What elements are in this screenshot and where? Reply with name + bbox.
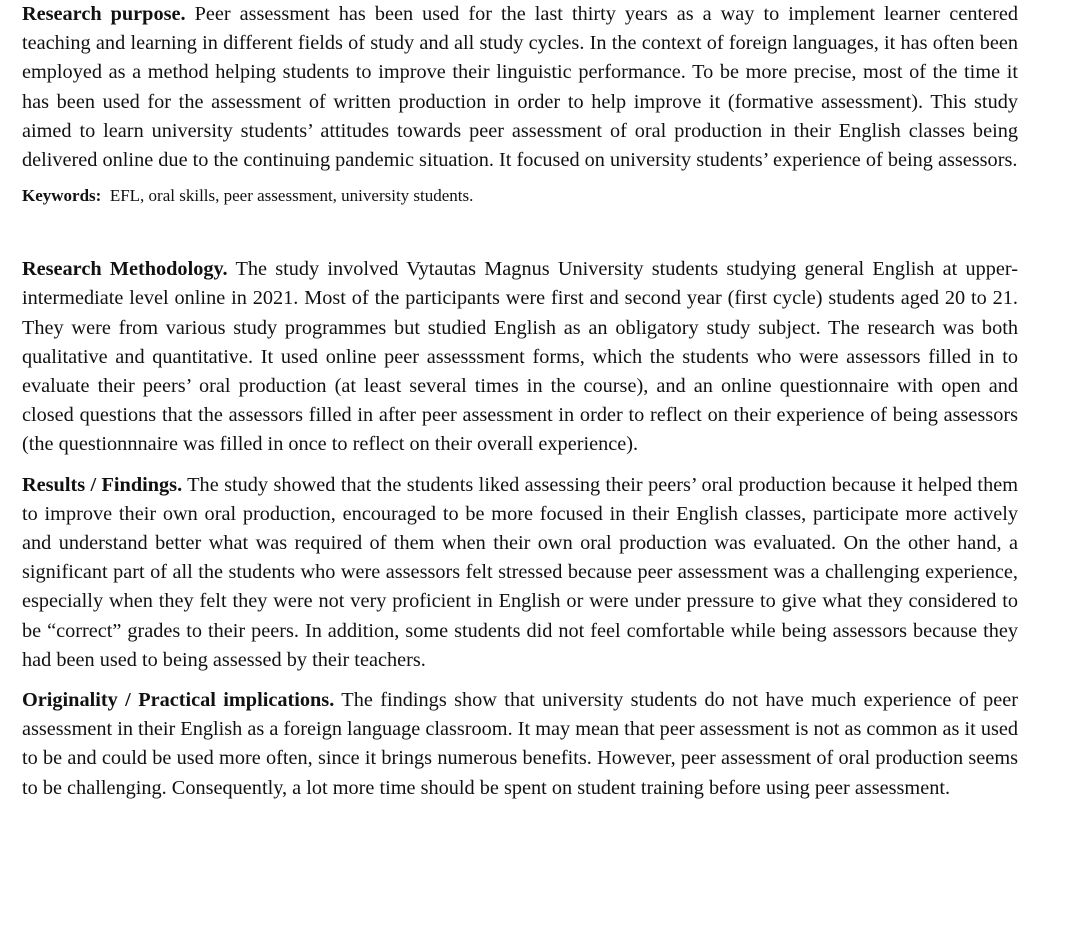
keywords-line (22, 185, 1018, 207)
keywords-text: EFL, oral skills, peer assessment, university students. (101, 186, 474, 206)
research-methodology-paragraph (22, 255, 1018, 459)
originality-paragraph (22, 686, 1018, 803)
originality-text: The findings show that university students do not have much experience of peer assessment in their English as a foreign language classroom. It may mean that peer assessment is not as common as it used to be and could be used more often, since it brings numerous benefits. However, peer assessment of oral production seems to be challenging. Consequently, a lot more time should be spent on student training before using peer assessment. (22, 689, 1018, 799)
research-purpose-heading: Research purpose. (22, 3, 186, 25)
results-findings-paragraph (22, 471, 1018, 675)
keywords-label: Keywords: (22, 186, 102, 206)
research-methodology-heading: Research Methodology. (22, 258, 228, 281)
research-purpose-paragraph (22, 0, 1018, 175)
research-methodology-text: The study involved Vytautas Magnus University students studying general English at upper-intermediate level online in 2021. Most of the participants were first and second year (first cycle) students aged 20 to 21. They were from various study programmes but studied English as an obligatory study subject. The research was both qualitative and quantitative. It used online peer assesssment forms, which the students who were assessors filled in to evaluate their peers’ oral production (at least several times in the course), and an online questionnaire with open and closed questions that the assessors filled in after peer assessment in order to reflect on their experience of being assessors (the questionnnaire was filled in once to reflect on their overall experience). (22, 258, 1018, 456)
originality-heading: Originality / Practical implications. (22, 689, 335, 712)
results-findings-text: The study showed that the students liked assessing their peers’ oral production because it helped them to improve their own oral production, encouraged to be more focused in their English classes, participate more actively and understand better what was required of them when their own oral production was evaluated. On the other hand, a significant part of all the students who were assessors felt stressed because peer assessment was a challenging experience, especially when they felt they were not very proficient in English or were under pressure to give what they considered to be “correct” grades to their peers. In addition, some students did not feel comfortable while being assessors because they had been used to being assessed by their teachers. (22, 473, 1018, 671)
results-findings-heading: Results / Findings. (22, 473, 183, 496)
research-purpose-text: Peer assessment has been used for the last thirty years as a way to implement learner centered teaching and learning in different fields of study and all study cycles. In the context of foreign languages, it has often been employed as a method helping students to improve their linguistic performance. To be more precise, most of the time it has been used for the assessment of written production in order to help improve it (formative assessment). This study aimed to learn university students’ attitudes towards peer assessment of oral production in their English classes being delivered online due to the continuing pandemic situation. It focused on university students’ experience of being assessors. (22, 3, 1018, 172)
abstract-document (22, 0, 1018, 803)
